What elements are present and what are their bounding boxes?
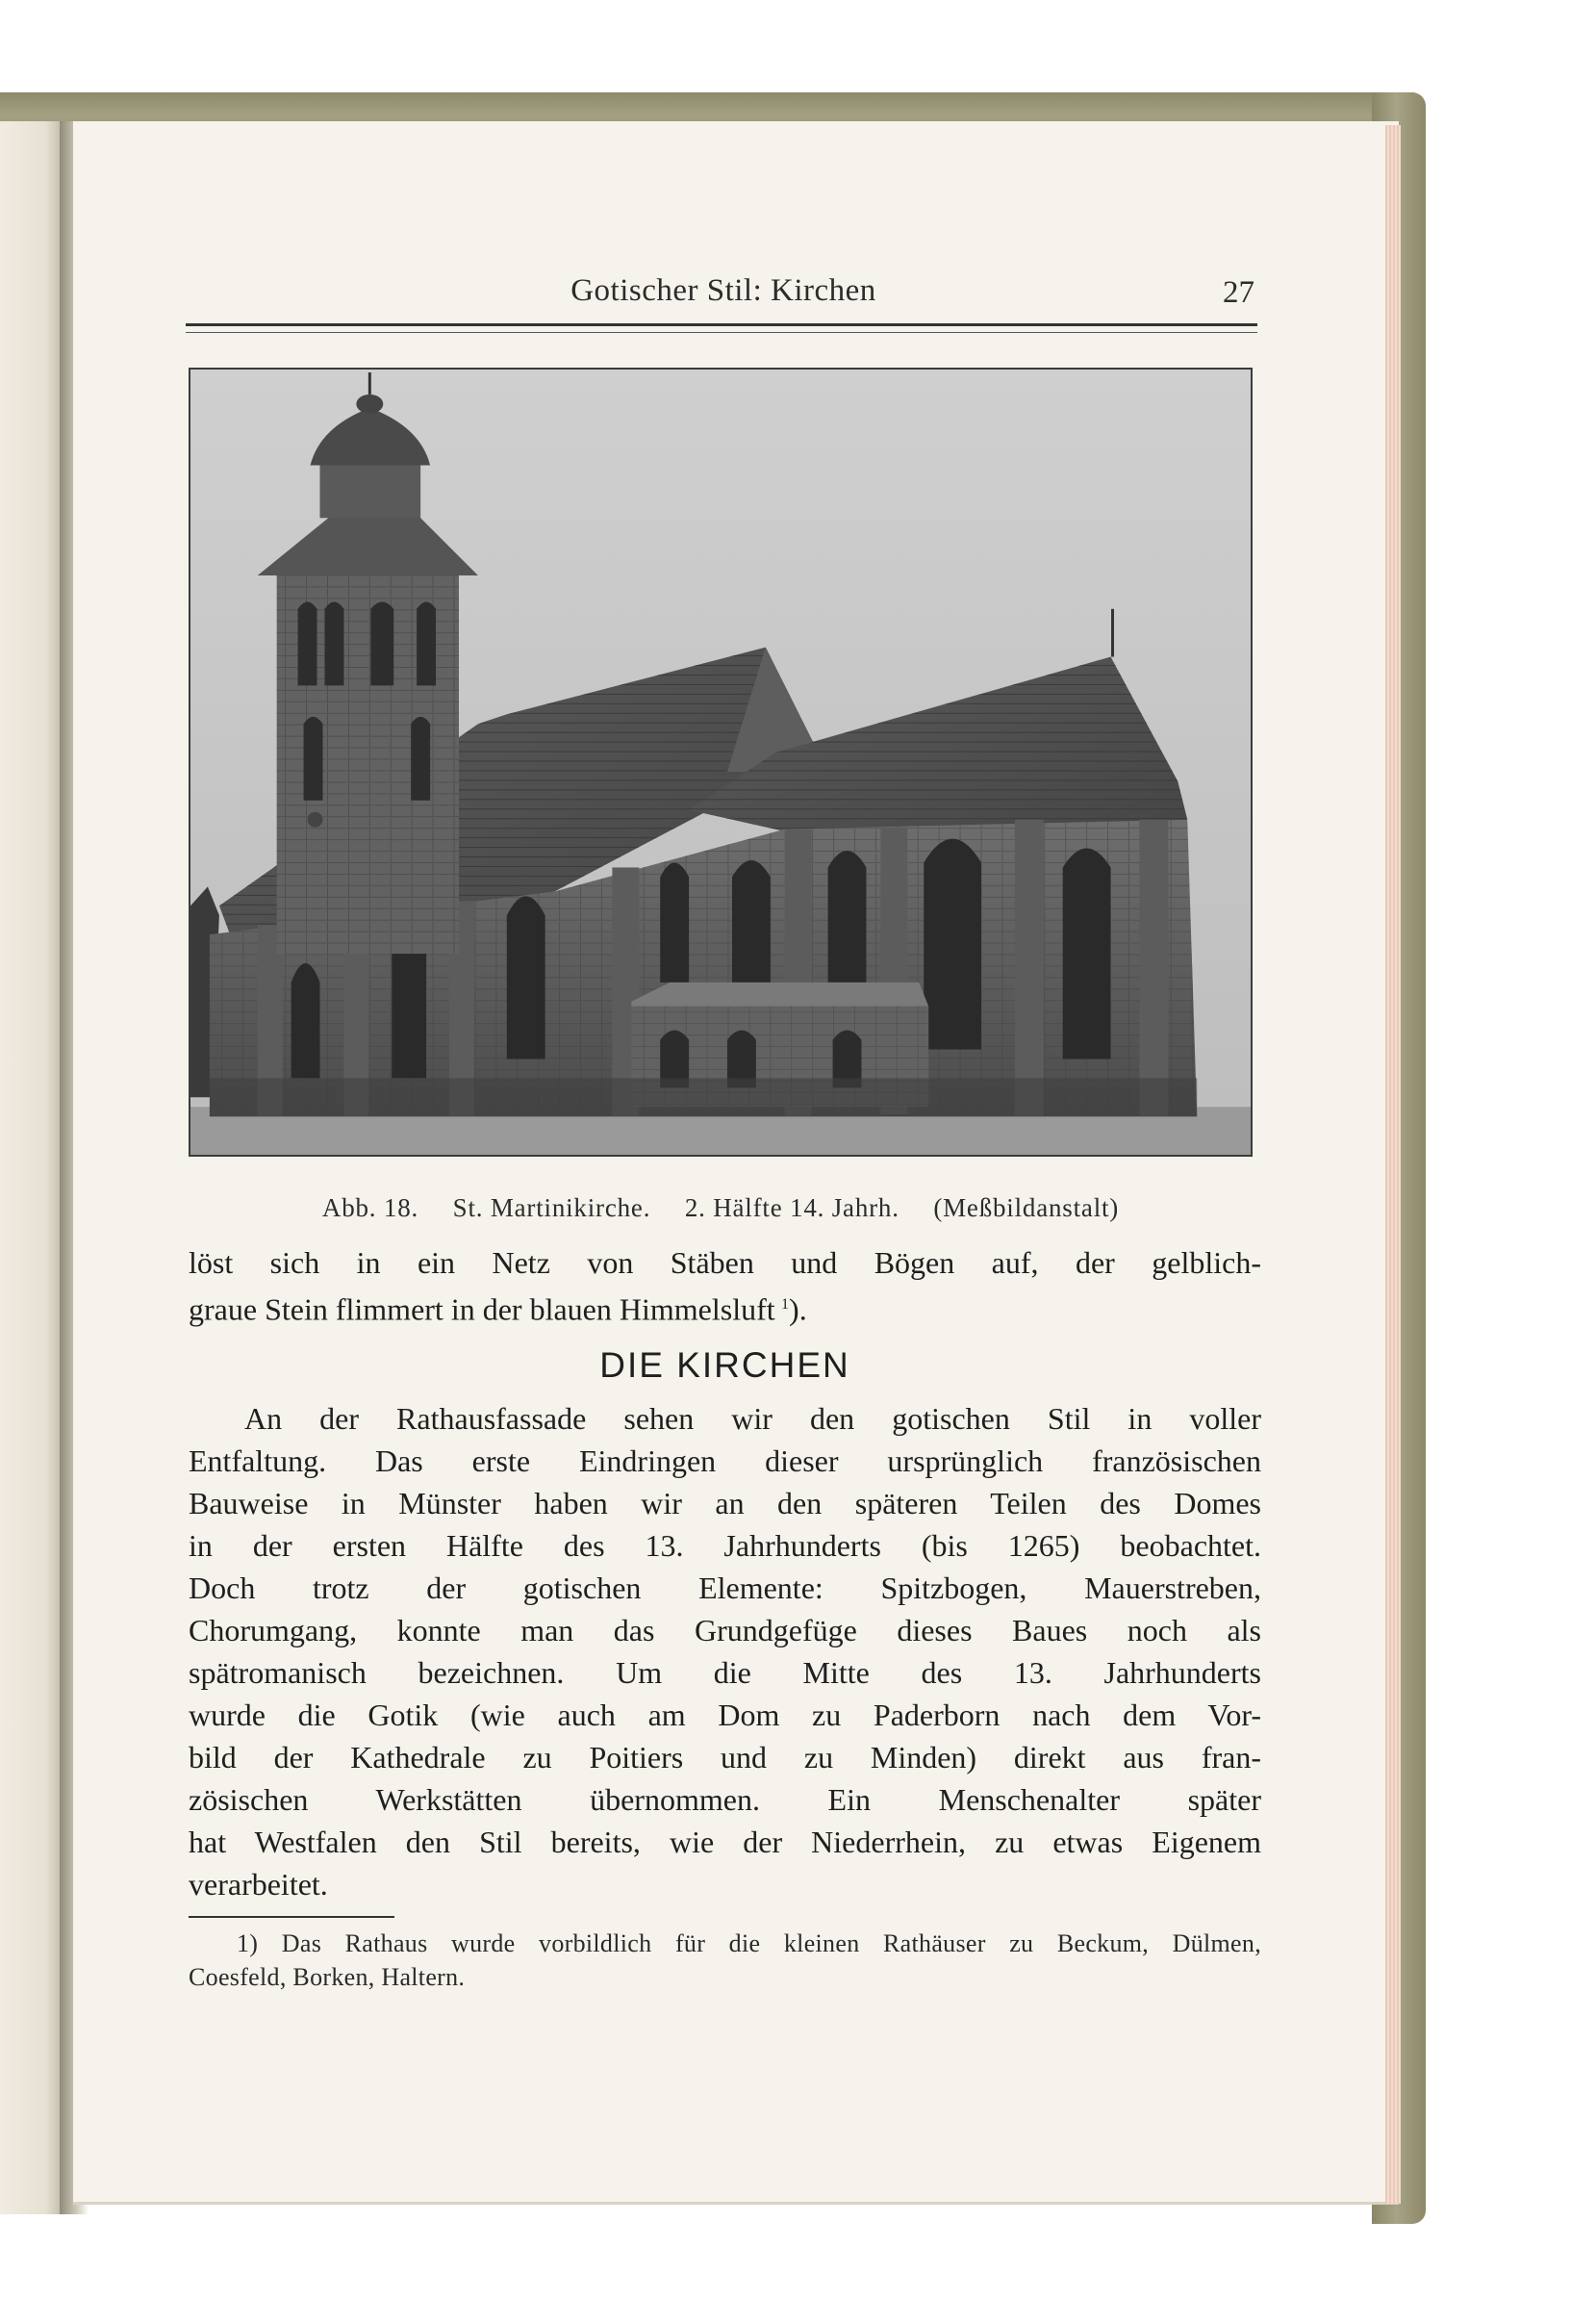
text-line-tail: ). xyxy=(789,1291,807,1327)
text-line: Doch trotz der gotischen Elemente: Spitzbogen, Mauerstreben, xyxy=(189,1570,1261,1605)
figure-caption xyxy=(189,1193,1253,1223)
header-rule xyxy=(186,323,1257,326)
text-line: wurde die Gotik (wie auch am Dom zu Paderborn nach dem Vor- xyxy=(189,1698,1261,1732)
page-stack-edge xyxy=(1385,125,1401,2204)
text-line: zösischen Werkstätten übernommen. Ein Menschenalter später xyxy=(189,1782,1261,1817)
caption-label: Abb. 18. xyxy=(321,1193,419,1222)
church-photo xyxy=(189,368,1253,1157)
text-line: An der Rathausfassade sehen wir den gotischen Stil in voller xyxy=(244,1401,1261,1436)
running-title: Gotischer Stil: Kirchen xyxy=(570,273,876,308)
text-line: löst sich in ein Netz von Stäben und Bögen auf, der gelblich- xyxy=(189,1245,1261,1280)
text-line: in der ersten Hälfte des 13. Jahrhunderts (bis 1265) beobachtet. xyxy=(189,1528,1261,1563)
section-heading: DIE KIRCHEN xyxy=(599,1345,850,1385)
footnote-rule xyxy=(189,1916,394,1918)
footnote-reference: 1 xyxy=(781,1296,790,1313)
text-line-content: graue Stein flimmert in der blauen Himmelsluft xyxy=(189,1291,775,1327)
text-line: Bauweise in Münster haben wir an den späteren Teilen des Domes xyxy=(189,1486,1261,1520)
footnote xyxy=(189,1927,1261,1994)
caption-title: St. Martinikirche. xyxy=(452,1193,651,1222)
page-number: 27 xyxy=(1223,275,1254,310)
text-line: verarbeitet. xyxy=(189,1867,328,1902)
running-head xyxy=(189,271,1258,319)
footnote-line: Coesfeld, Borken, Haltern. xyxy=(189,1963,466,1991)
text-line: bild der Kathedrale zu Poitiers und zu Minden) direkt aus fran- xyxy=(189,1740,1261,1775)
text-line: Entfaltung. Das erste Eindringen dieser ursprünglich französischen xyxy=(189,1443,1261,1478)
footnote-line: 1) Das Rathaus wurde vorbildlich für die kleinen Rathäuser zu Beckum, Dülmen, xyxy=(237,1929,1261,1957)
caption-source: (Meßbildanstalt) xyxy=(933,1193,1120,1222)
text-line: hat Westfalen den Stil bereits, wie der Niederrhein, zu etwas Eigenem xyxy=(189,1825,1261,1859)
facing-page-edge xyxy=(0,121,65,2214)
church-illustration xyxy=(190,370,1251,1155)
text-line: Chorumgang, konnte man das Grundgefüge dieses Baues noch als xyxy=(189,1613,1261,1647)
intro-paragraph xyxy=(189,1241,1261,1331)
caption-date: 2. Hälfte 14. Jahrh. xyxy=(684,1193,899,1222)
text-line: spätromanisch bezeichnen. Um die Mitte des 13. Jahrhunderts xyxy=(189,1655,1261,1690)
header-rule-thin xyxy=(186,332,1257,333)
text-line xyxy=(189,1284,1261,1331)
section-paragraph xyxy=(189,1397,1261,1905)
